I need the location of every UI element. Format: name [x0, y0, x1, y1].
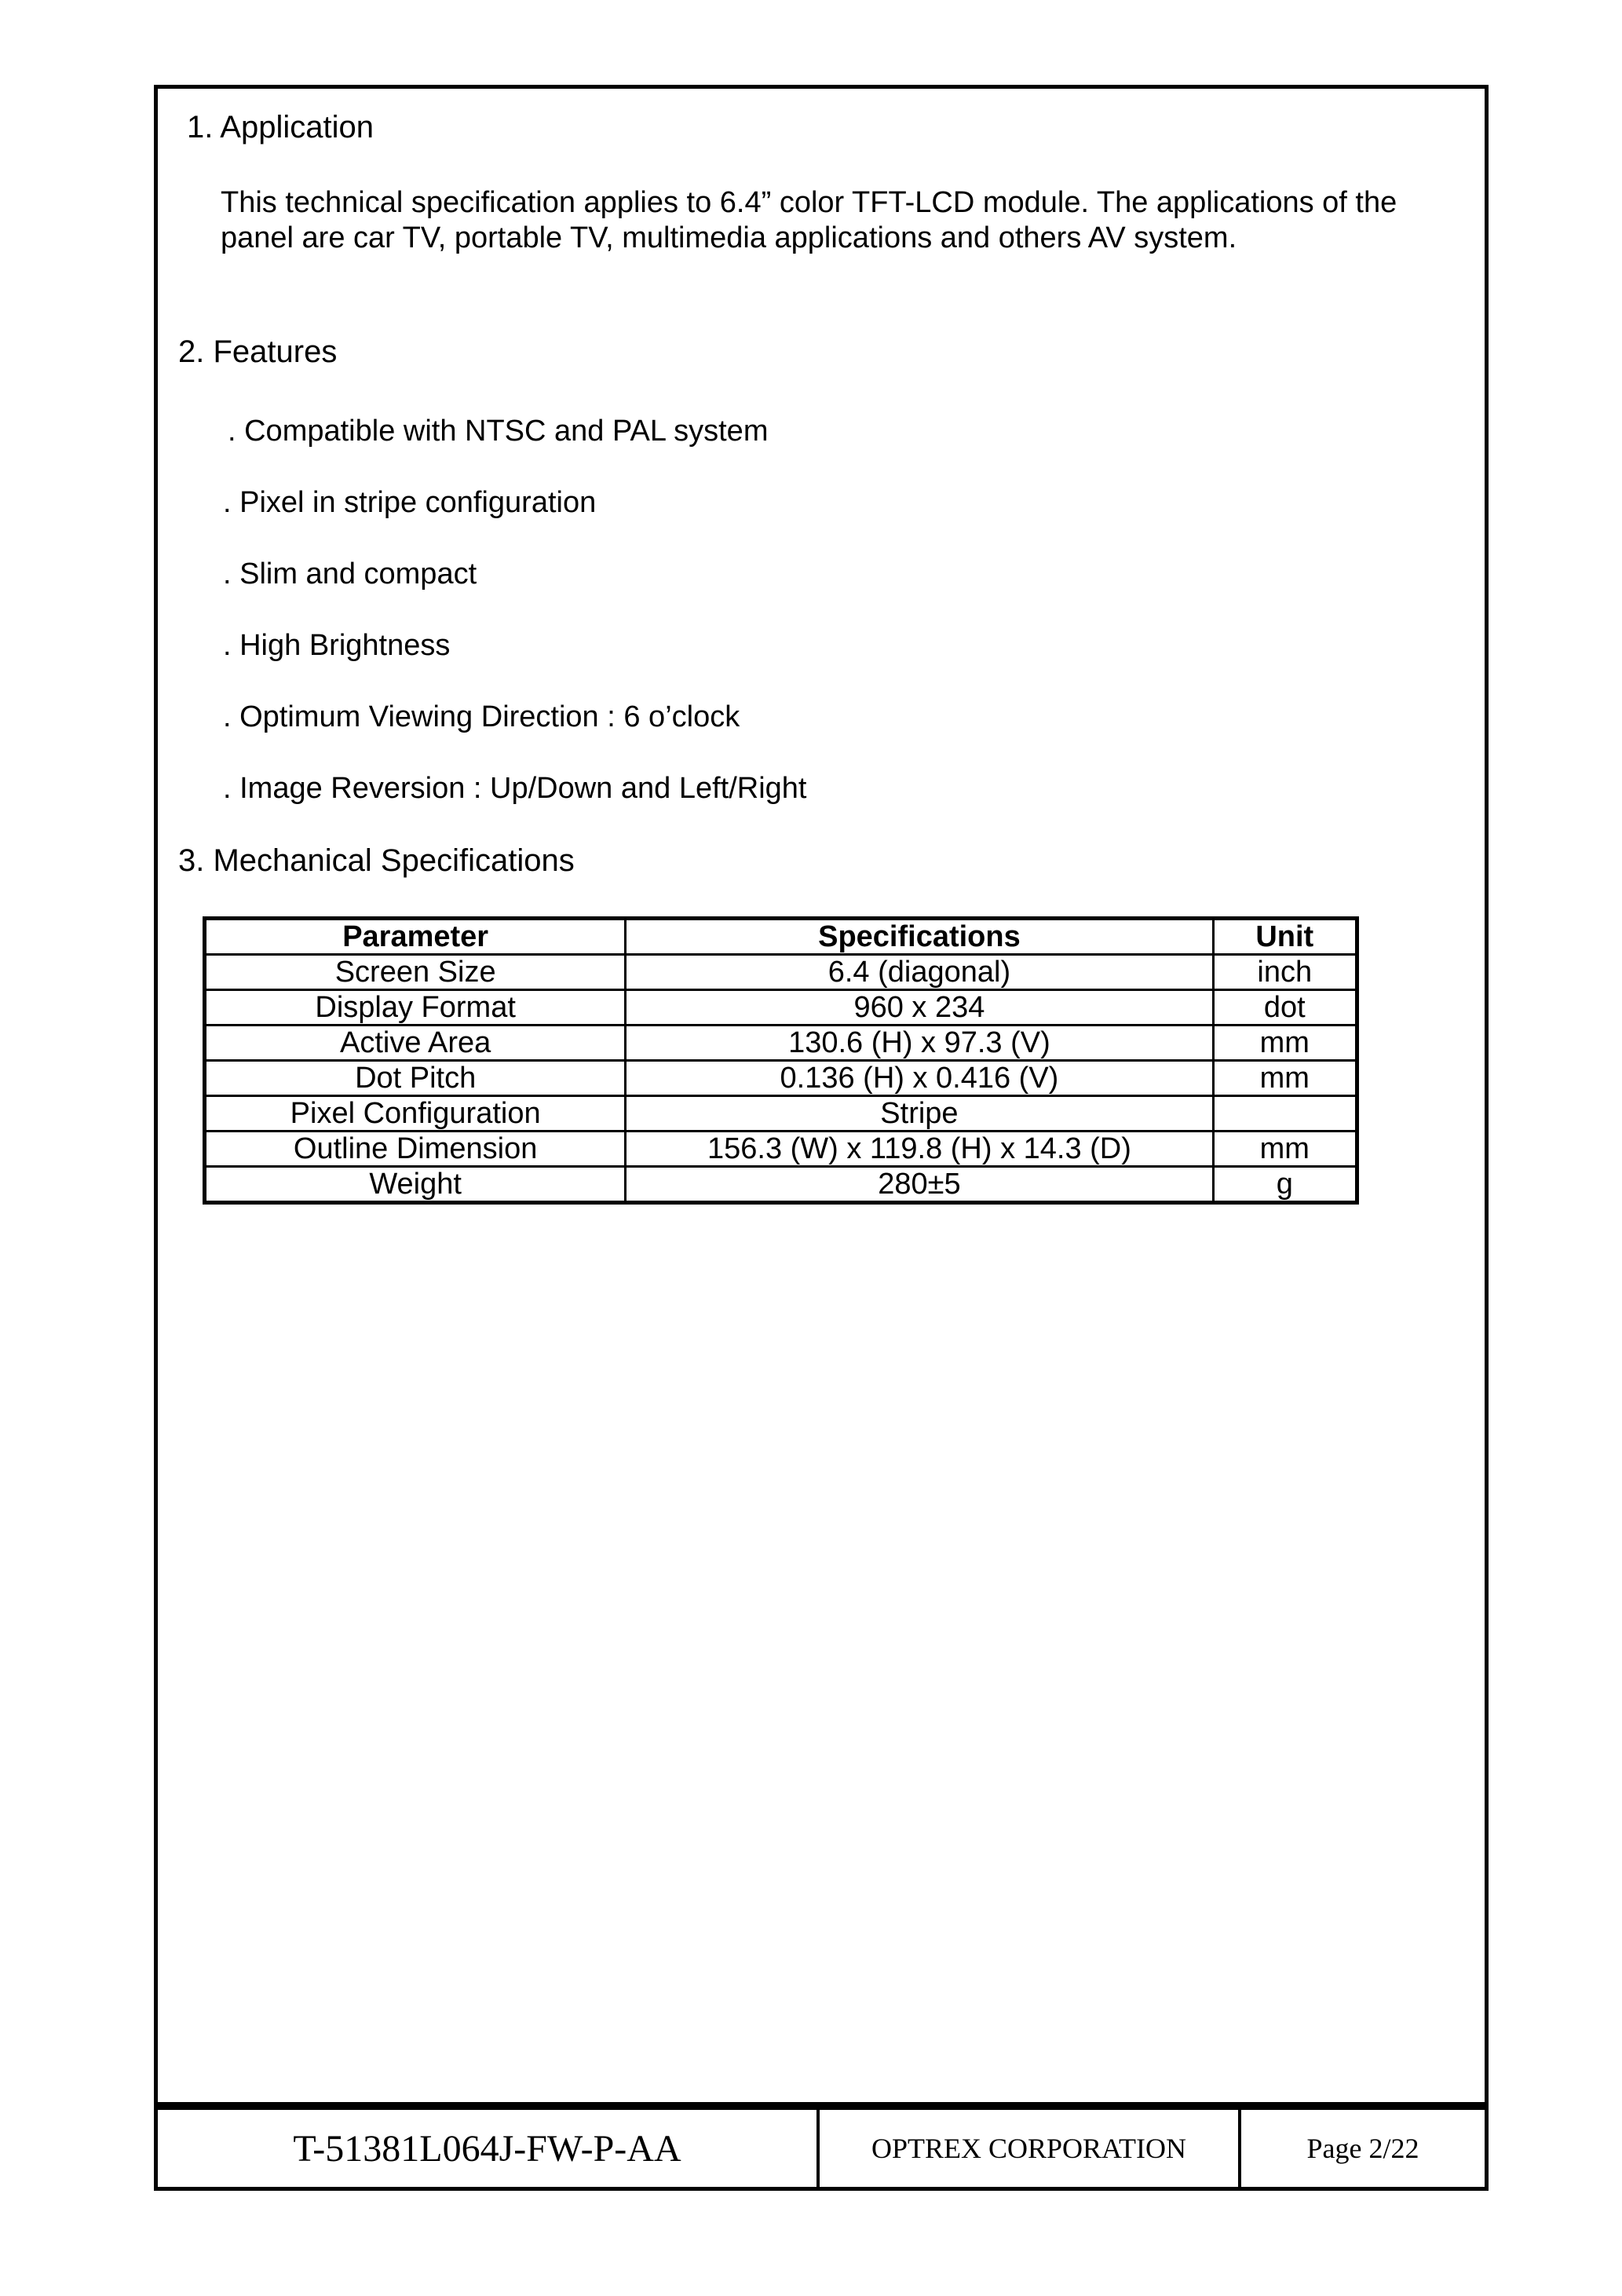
specification-cell: 6.4 (diagonal): [626, 955, 1213, 990]
table-row: [205, 1061, 1357, 1096]
table-row: [205, 1026, 1357, 1061]
specification-cell: 0.136 (H) x 0.416 (V): [626, 1061, 1213, 1096]
parameter-cell: Dot Pitch: [205, 1061, 626, 1096]
feature-item: . Image Reversion : Up/Down and Left/Right: [223, 772, 807, 805]
application-heading: 1. Application: [187, 110, 374, 144]
mechanical-spec-table: [203, 916, 1359, 1205]
feature-item: . Compatible with NTSC and PAL system: [228, 415, 769, 448]
unit-cell: [1213, 1096, 1357, 1132]
table-row: [205, 1167, 1357, 1203]
company-name: OPTREX CORPORATION: [820, 2110, 1241, 2187]
page-footer: [154, 2106, 1489, 2191]
parameter-cell: Display Format: [205, 990, 626, 1026]
unit-cell: g: [1213, 1167, 1357, 1203]
table-row: [205, 955, 1357, 990]
unit-cell: inch: [1213, 955, 1357, 990]
column-header-parameter: Parameter: [205, 919, 626, 955]
specification-cell: 130.6 (H) x 97.3 (V): [626, 1026, 1213, 1061]
specification-cell: 960 x 234: [626, 990, 1213, 1026]
parameter-cell: Screen Size: [205, 955, 626, 990]
parameter-cell: Weight: [205, 1167, 626, 1203]
table-row: [205, 1096, 1357, 1132]
parameter-cell: Pixel Configuration: [205, 1096, 626, 1132]
features-heading: 2. Features: [178, 335, 338, 369]
column-header-specifications: Specifications: [626, 919, 1213, 955]
parameter-cell: Outline Dimension: [205, 1132, 626, 1167]
table-row: [205, 1132, 1357, 1167]
page-number: Page 2/22: [1306, 2133, 1419, 2164]
feature-item: . Pixel in stripe configuration: [223, 486, 597, 519]
mechanical-heading: 3. Mechanical Specifications: [178, 843, 575, 878]
document-number: T-51381L064J-FW-P-AA: [158, 2110, 820, 2187]
column-header-unit: Unit: [1213, 919, 1357, 955]
application-text: This technical specification applies to 6.4” color TFT-LCD module. The applications of the panel are car TV, portable TV, multimedia applications and others AV system.: [221, 186, 1397, 254]
feature-item: . High Brightness: [223, 629, 451, 662]
parameter-cell: Active Area: [205, 1026, 626, 1061]
unit-cell: dot: [1213, 990, 1357, 1026]
unit-cell: mm: [1213, 1026, 1357, 1061]
table-header-row: [205, 919, 1357, 955]
unit-cell: mm: [1213, 1061, 1357, 1096]
feature-item: . Optimum Viewing Direction : 6 o’clock: [223, 700, 740, 733]
table-row: [205, 990, 1357, 1026]
unit-cell: mm: [1213, 1132, 1357, 1167]
specification-cell: Stripe: [626, 1096, 1213, 1132]
specification-cell: 156.3 (W) x 119.8 (H) x 14.3 (D): [626, 1132, 1213, 1167]
specification-cell: 280±5: [626, 1167, 1213, 1203]
feature-item: . Slim and compact: [223, 558, 477, 590]
